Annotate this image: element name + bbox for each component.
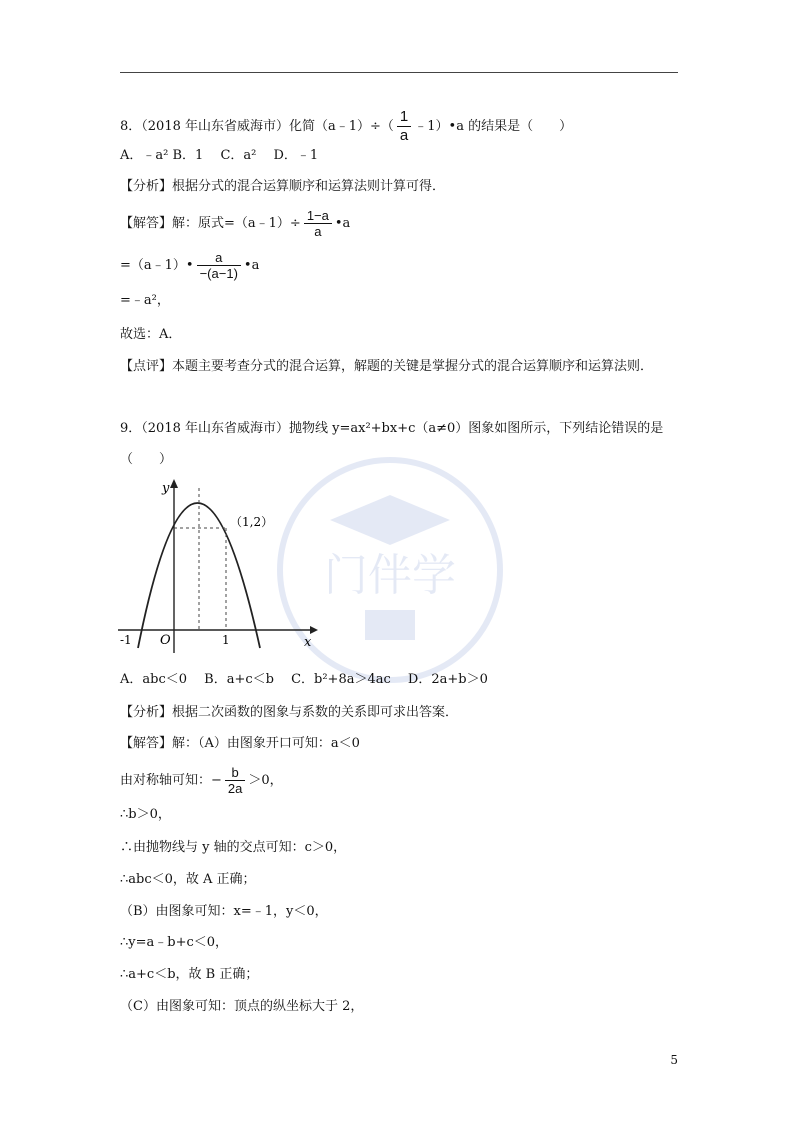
q8-analysis: 【分析】根据分式的混合运算顺序和运算法则计算可得．	[120, 179, 446, 194]
neg-one-label: -1	[120, 633, 132, 647]
q9-b-positive: ∴b＞0，	[120, 807, 171, 822]
watermark-text: 门伴学	[324, 550, 456, 601]
q9-c-positive: ∴由抛物线与 y 轴的交点可知：c＞0，	[120, 840, 347, 855]
y-axis-arrow	[170, 479, 178, 488]
q8-stem: 8．（2018 年山东省威海市）化简（a﹣1）÷（ $\frac{1}{a}$ ﹣1）•a 的结果是（ ）	[120, 108, 573, 144]
q8-comment: 【点评】本题主要考查分式的混合运算，解题的关键是掌握分式的混合运算顺序和运算法则．	[120, 359, 654, 374]
q9-stem-line1: 9．（2018 年山东省威海市）抛物线 y=ax²+bx+c（a≠0）图象如图所示，下列结论错误的是	[120, 421, 664, 436]
x-axis-arrow	[310, 626, 318, 634]
origin-label: O	[160, 633, 171, 648]
x-axis-label: x	[304, 635, 312, 650]
y-axis-label: y	[162, 481, 170, 496]
q9-solution-B3: ∴a+c＜b，故 B 正确；	[120, 967, 259, 982]
point-label: （1,2）	[230, 515, 274, 529]
parabola-graph	[118, 478, 318, 653]
q9-solution-B2: ∴y=a﹣b+c＜0，	[120, 935, 229, 950]
one-label: 1	[222, 633, 230, 647]
header-rule	[120, 72, 678, 73]
q8-choice: 故选：A．	[120, 327, 182, 342]
page-number: 5	[670, 1053, 678, 1067]
q9-axis-condition: 由对称轴可知：− $\frac{b}{2a}$ ＞0，	[120, 765, 283, 796]
q9-solution-B: （B）由图象可知：x=﹣1，y＜0，	[120, 904, 328, 919]
q9-options: A．abc＜0 B．a+c＜b C．b²+8a＞4ac D．2a+b＞0	[120, 672, 488, 687]
q8-solution-line3: =﹣a²，	[120, 293, 170, 308]
q9-abc-negative: ∴abc＜0，故 A 正确；	[120, 872, 256, 887]
q8-options: A．﹣a² B．1 C．a² D．﹣1	[120, 148, 319, 163]
q9-solution-C: （C）由图象可知：顶点的纵坐标大于 2，	[120, 999, 364, 1014]
q8-solution-line2: =（a﹣1）• $\frac{a}{-(a-1)}$ •a	[120, 250, 260, 281]
q9-solution-a: 【解答】解：（A）由图象开口可知：a＜0	[120, 736, 360, 751]
q8-solution-line1: 【解答】解：原式=（a﹣1）÷ $\frac{1-a}{a}$ •a	[120, 208, 351, 239]
q9-analysis: 【分析】根据二次函数的图象与系数的关系即可求出答案．	[120, 705, 459, 720]
q9-stem-line2: （ ）	[120, 452, 173, 467]
